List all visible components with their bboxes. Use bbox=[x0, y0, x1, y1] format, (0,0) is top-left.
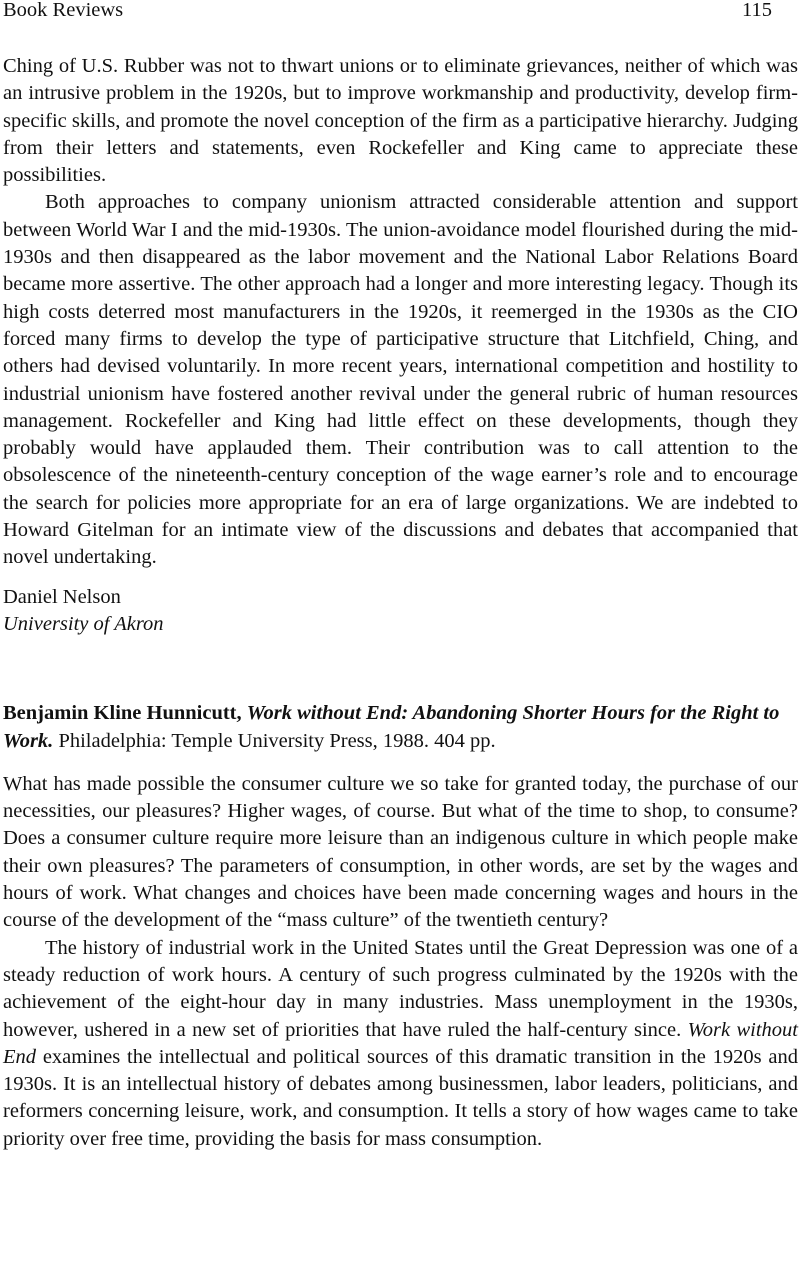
reviewer-affiliation: University of Akron bbox=[3, 612, 164, 635]
book-title: Work without End: Abandoning Shorter Hours for the Right to Work. bbox=[3, 702, 780, 752]
page-number: 115 bbox=[742, 0, 772, 21]
review1-paragraph-2: Both approaches to company unionism attracted considerable attention and support between World War I and the mid-1930s. The union-avoidance model flourished during the mid-1930s and then disappeared as the labor movement and the National Labor Relations Board became more assertive. The other approach had a longer and more interesting legacy. Though its high costs deterred most manufacturers in the 1920s, it reemerged in the 1930s as the CIO forced many firms to develop the type of participative structure that Litchfield, Ching, and others had devised voluntarily. In more recent years, international competition and hostility to industrial unionism have fostered another revival under the general rubric of human resources management. Rockefeller and King had little effect on these developments, though they probably would have applauded them. Their contribution was to call attention to the obsolescence of the nineteenth-century conception of the wage earner’s role and to encourage the search for policies more appropriate for an era of large organizations. We are indebted to Howard Gitelman for an intimate view of the discussions and debates that accompanied that novel undertaking. bbox=[3, 191, 798, 569]
review-hunnicutt bbox=[3, 700, 798, 1153]
review2-paragraph-1: What has made possible the consumer culture we so take for granted today, the purchase of our necessities, our pleasures? Higher wages, of course. But what of the time to shop, to consume? Does a consumer culture require more leisure than an indigenous culture in which people make their own pleasures? The parameters of consumption, in other words, are set by the wages and hours of work. What changes and choices have been made concerning wages and hours in the course of the development of the “mass culture” of the twentieth century? bbox=[3, 772, 798, 932]
reviewer-name: Daniel Nelson bbox=[3, 585, 121, 608]
section-title: Book Reviews bbox=[3, 0, 124, 21]
book-author: Benjamin Kline Hunnicutt, bbox=[3, 702, 242, 725]
book-title-inline: Work without End bbox=[3, 1018, 798, 1068]
book-citation bbox=[3, 700, 798, 755]
review1-paragraph-1: Ching of U.S. Rubber was not to thwart unions or to eliminate grievances, neither of which was an intrusive problem in the 1920s, but to improve workmanship and productivity, develop firm-specific skills, and promote the novel conception of the firm as a participative hierarchy. Judging from their letters and statements, even Rockefeller and King came to appreciate these possibilities. bbox=[3, 55, 798, 187]
book-publication: Philadelphia: Temple University Press, 1988. 404 pp. bbox=[58, 729, 496, 752]
running-header bbox=[3, 0, 798, 30]
review2-paragraph-2 bbox=[3, 935, 798, 1153]
review2-paragraph-2-start: The history of industrial work in the United States until the Great Depression was one of a steady reduction of work hours. A century of such progress culminated by the 1920s with the achievement of the eight-hour day in many industries. Mass unemployment in the 1930s, however, ushered in a new set of priorities that have ruled the half-century since. bbox=[3, 936, 798, 1041]
reviewer-signature bbox=[3, 584, 798, 639]
review-nelson bbox=[3, 53, 798, 638]
review2-paragraph-2-end: examines the intellectual and political sources of this dramatic transition in the 1920s and 1930s. It is an intellectual history of debates among businessmen, labor leaders, politicians, and reformers concerning leisure, work, and consumption. It tells a story of how wages came to take priority over free time, providing the basis for mass consumption. bbox=[3, 1045, 799, 1150]
